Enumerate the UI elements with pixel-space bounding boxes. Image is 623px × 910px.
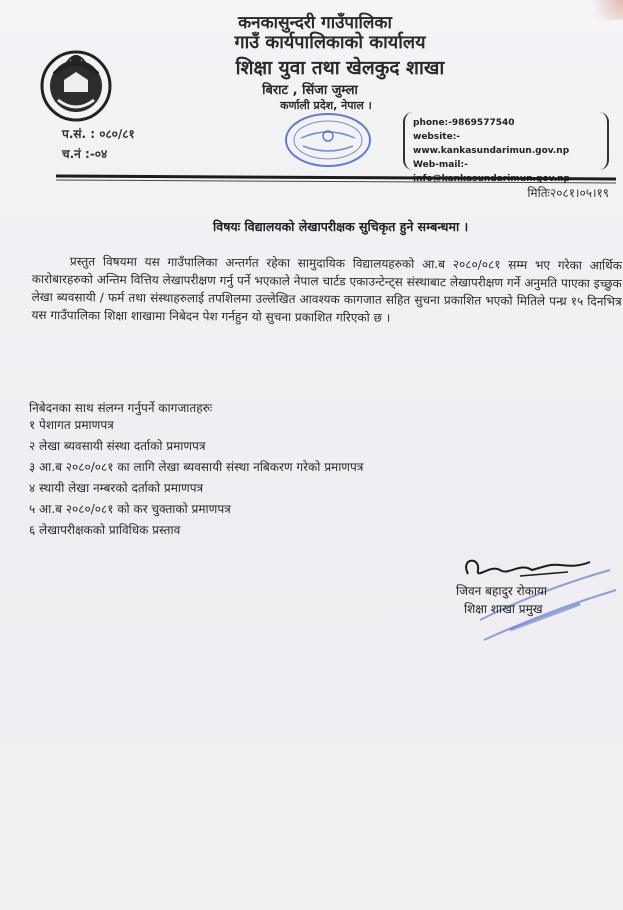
contact-box (403, 112, 609, 170)
letter-subject: विषयः विद्यालयको लेखापरीक्षक सुचिकृत हुने सम्बन्धमा । (213, 219, 469, 234)
attachment-item: १ पेशागत प्रमाणपत्र (29, 418, 114, 432)
signatory-title: शिक्षा शाखा प्रमुख (464, 602, 543, 616)
body-paragraph: प्रस्तुत विषयमा यस गाउँपालिका अन्तर्गत रहेका सामुदायिक विद्यालयहरुको आ.ब २०८०/०८१ सम्म भए गरेका आर्थिक कारोबारहरुको अन्तिम वित्तिय लेखापरीक्षण गर्नु पर्ने भएकाले नेपाल चार्टड एकाउन्टेन्ट्स संस्थाबाट लेखापरीक्षण गर्ने अनुमति पाएका इच्छुक लेखा ब्यवसायी / फर्म तथा संस्थाहरुलाई तपशिलमा उल्लेखित आवश्यक कागजात सहित सुचना प्रकाशित भएको मितिले पन्ध्र १५ दिनभित्र यस गाउँपालिका शिक्षा शाखामा निबेदन पेश गर्नहुन यो सुचना प्रकाशित गरिएको छ । (31, 254, 622, 325)
office-name: गाउँ कार्यपालिकाको कार्यालय (234, 32, 426, 53)
attachments-list (29, 415, 363, 541)
page-corner (583, 0, 623, 20)
attachment-item: ३ आ.ब २०८०/०८१ का लागि लेखा ब्यवसायी संस्था नबिकरण गरेको प्रमाणपत्र (29, 460, 364, 474)
letter-body (31, 252, 622, 329)
address-line: बिराट , सिंजा जुम्ला (262, 83, 358, 98)
municipality-name: कनकासुन्दरी गाउँपालिका (238, 13, 392, 33)
contact-website[interactable]: website:-www.kankasundarimun.gov.np (413, 132, 570, 156)
contact-email[interactable]: Web-mail:- (413, 160, 468, 170)
contact-phone: phone:-9869577540 (413, 118, 515, 128)
government-emblem (36, 44, 116, 124)
signatory-name: जिवन बहादुर रोकाया (456, 584, 547, 598)
attachment-item: २ लेखा ब्यवसायी संस्था दर्ताको प्रमाणपत्र (29, 439, 206, 453)
attachment-item: ४ स्थायी लेखा नम्बरको दर्ताको प्रमाणपत्र (29, 481, 204, 495)
reference-number: प.सं. : ०८०/८१ (62, 127, 135, 141)
province-line: कर्णाली प्रदेश, नेपाल । (280, 99, 372, 112)
attachment-item: ६ लेखापरीक्षकको प्राविधिक प्रस्ताव (29, 523, 181, 537)
dispatch-number: च.नं :-०४ (62, 147, 108, 161)
attachment-item: ५ आ.ब २०८०/०८१ को कर चुक्ताको प्रमाणपत्र (29, 502, 231, 516)
letter-date: मितिः२०८१।०५।१९ (527, 186, 609, 200)
attachments-title: निबेदनका साथ संलग्न गर्नुपर्ने कागजातहरुः (29, 401, 213, 415)
office-stamp (281, 108, 375, 172)
section-name: शिक्षा युवा तथा खेलकुद शाखा (235, 57, 445, 79)
